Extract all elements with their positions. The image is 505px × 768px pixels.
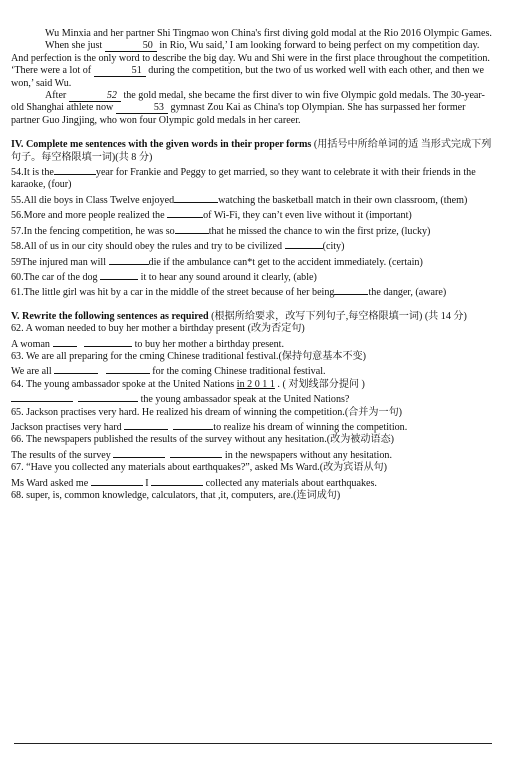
question-63: 63. We are all preparing for the cming Chinese traditional festival.(保持句意基本不变) <box>11 350 366 362</box>
question-65: 65. Jackson practises very hard. He realized his dream of winning the competition.(合并为一句) <box>11 406 403 418</box>
passage-paragraph-1: Wu Minxia and her partner Shi Tingmao won China's first diving gold modal at the Rio 2016 Olympic Games. <box>45 28 492 39</box>
answer-blank-60[interactable] <box>100 269 138 280</box>
answer-line-62: A woman to buy her mother a birthday present. <box>11 336 494 351</box>
answer-line-66: The results of the survey in the newspapers without any hesitation. <box>11 447 494 462</box>
answer-blank-61[interactable] <box>334 284 368 295</box>
answer-blank-62-b[interactable] <box>84 336 132 347</box>
answer-line-65: Jackson practises very hard to realize his dream of winning the competition. <box>11 419 494 434</box>
answer-line-64: the young ambassador speak at the United Nations? <box>11 391 494 406</box>
question-61: 61.The little girl was hit by a car in the middle of the street because of her being the danger, (aware) <box>11 284 494 299</box>
question-66: 66. The newspapers published the results of the survey without any hesitation.(改为被动语态) <box>11 434 395 446</box>
question-62: 62. A woman needed to buy her mother a birthday present (改为否定句) <box>11 323 305 335</box>
answer-line-63: We are all for the coming Chinese traditional festival. <box>11 363 494 378</box>
blank-52[interactable]: 52 <box>69 91 121 102</box>
answer-blank-62-a[interactable] <box>53 336 77 347</box>
answer-blank-63-b[interactable] <box>106 363 150 374</box>
answer-blank-57[interactable] <box>175 223 209 234</box>
answer-blank-58[interactable] <box>285 238 323 249</box>
answer-blank-55[interactable] <box>174 192 218 203</box>
answer-line-67: Ms Ward asked me I collected any materials about earthquakes. <box>11 475 494 490</box>
answer-blank-65-b[interactable] <box>173 419 213 430</box>
question-67: 67. “Have you collected any materials about earthquakes?”, asked Ms Ward.(改为宾语从句) <box>11 462 387 474</box>
answer-blank-66-b[interactable] <box>170 447 222 458</box>
section-4-heading: IV. Complete me sentences with the given words in their proper forms (用括号中所给单词的适 当形式完成下列句子。每空格限填一词)(共 8 分) <box>11 139 492 163</box>
section-5-heading: V. Rewrite the following sentences as required (根据所给要求，改写下列句子,每空格限填一词) (共 14 分) <box>11 310 467 322</box>
answer-blank-56[interactable] <box>167 207 203 218</box>
question-60: 60.The car of the dog it to hear any sound around it clearly, (able) <box>11 269 494 284</box>
answer-blank-67-a[interactable] <box>91 475 143 486</box>
question-68: 68. super, is, common knowledge, calculators, that ,it, computers, are.(连词成句) <box>11 490 341 501</box>
answer-blank-66-a[interactable] <box>113 447 165 458</box>
answer-line-68[interactable] <box>14 743 492 744</box>
answer-blank-59[interactable] <box>109 254 149 265</box>
blank-53[interactable]: 53 <box>116 103 168 114</box>
worksheet-page <box>11 28 494 502</box>
blank-51[interactable]: 51 <box>94 66 146 77</box>
answer-blank-65-a[interactable] <box>124 419 168 430</box>
question-59: 59The injured man will die if the ambulance can*t get to the accident immediately. (certain) <box>11 254 494 269</box>
question-55: 55.All die boys in Class Twelve enjoyed watching the basketball match in their own classroom, (them) <box>11 192 494 207</box>
answer-blank-54[interactable] <box>54 164 96 175</box>
passage-paragraph-2: When she just 50 in Rio, Wu said,’ I am looking forward to being perfect on my competition day. And perfection is the only word to describe the big day. Wu and Shi were in the first place throughout the competition. ‘There were a lot of 51 during the competition, but the two of us worked well with each other, and then we won,’ said Wu. <box>11 40 490 89</box>
answer-blank-64-b[interactable] <box>78 391 138 402</box>
question-58: 58.All of us in our city should obey the rules and try to be civilized (city) <box>11 238 494 253</box>
question-54: 54.It is the year for Frankie and Peggy to get married, so they want to celebrate it with their friends in the karaoke, (four) <box>11 164 494 192</box>
underlined-phrase: in 2 0 1 1 <box>236 378 275 390</box>
question-56: 56.More and more people realized the of Wi-Fi, they can’t even live without it (important) <box>11 207 494 222</box>
answer-blank-67-b[interactable] <box>151 475 203 486</box>
answer-blank-64-a[interactable] <box>11 391 73 402</box>
blank-50[interactable]: 50 <box>105 41 157 52</box>
question-64: 64. The young ambassador spoke at the United Nations in 2 0 1 1 . ( 对划线部分提问 ) <box>11 378 365 390</box>
answer-blank-63-a[interactable] <box>54 363 98 374</box>
question-57: 57.In the fencing competition, he was so that he missed the chance to win the first prize, (lucky) <box>11 223 494 238</box>
passage-paragraph-3: After 52 the gold medal, she became the first diver to win five Olympic gold medals. The 30-year-old Shanghai athlete now 53 gymnast Zou Kai as China's top Olympian. She has surpassed her former partner Guo Jingjing, who won four Olympic gold medals in her career. <box>11 90 485 126</box>
